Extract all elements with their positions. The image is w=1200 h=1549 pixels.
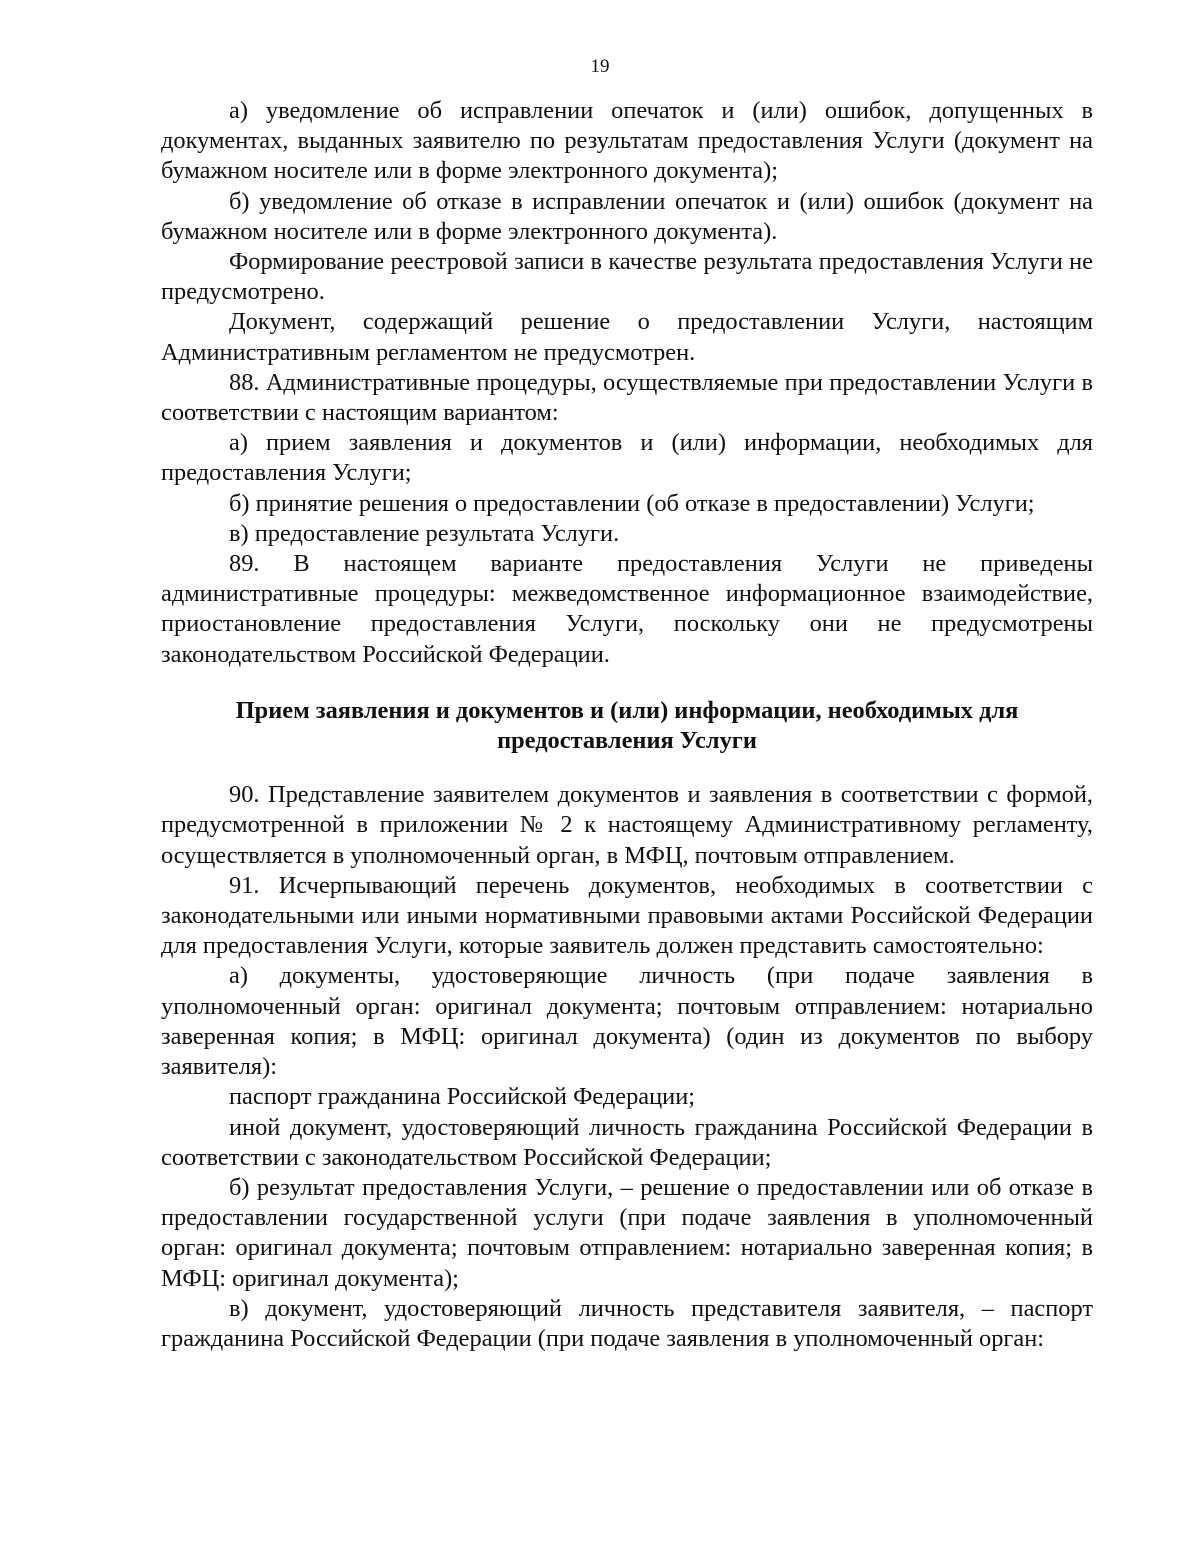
paragraph-88: 88. Административные процедуры, осуществляемые при предоставлении Услуги в соответствии с настоящим вариантом: <box>161 368 1093 427</box>
page-number: 19 <box>590 56 610 77</box>
paragraph-passport: паспорт гражданина Российской Федерации; <box>229 1083 696 1111</box>
paragraph-91: 91. Исчерпывающий перечень документов, необходимых в соответствии с законодательными или иными нормативными правовыми актами Российской Федерации для предоставления Услуги, которые заявитель должен представить самостоятельно: <box>161 871 1093 960</box>
paragraph-notice-correction: а) уведомление об исправлении опечаток и (или) ошибок, допущенных в документах, выданных заявителю по результатам предоставления Услуги (документ на бумажном носителе или в форме электронного документа); <box>161 97 1093 185</box>
paragraph-decision-document: Документ, содержащий решение о предоставлении Услуги, настоящим Административным регламентом не предусмотрен. <box>161 308 1093 366</box>
paragraph-other-document: иной документ, удостоверяющий личность гражданина Российской Федерации в соответствии с законодательством Российской Федерации; <box>161 1113 1093 1171</box>
section-heading: Прием заявления и документов и (или) информации, необходимых для предоставления Услуги <box>235 696 1019 755</box>
paragraph-91-b: б) результат предоставления Услуги, – решение о предоставлении или об отказе в предоставлении государственной услуги (при подаче заявления в уполномоченный орган: оригинал документа; почтовым отправлением: нотариально заверенная копия; в МФЦ: оригинал документа); <box>161 1173 1093 1292</box>
paragraph-88-a: а) прием заявления и документов и (или) информации, необходимых для предоставления Услуги; <box>161 429 1093 487</box>
paragraph-88-c: в) предоставление результата Услуги. <box>229 519 620 547</box>
paragraph-91-c: в) документ, удостоверяющий личность представителя заявителя, – паспорт гражданина Российской Федерации (при подаче заявления в уполномоченный орган: <box>161 1294 1093 1352</box>
paragraph-registry-record: Формирование реестровой записи в качестве результата предоставления Услуги не предусмотрено. <box>161 248 1093 306</box>
paragraph-90: 90. Представление заявителем документов и заявления в соответствии с формой, предусмотренной в приложении № 2 к настоящему Административному регламенту, осуществляется в уполномоченный орган, в МФЦ, почтовым отправлением. <box>161 781 1093 869</box>
paragraph-89: 89. В настоящем варианте предоставления Услуги не приведены административные процедуры: межведомственное информационное взаимодействие, приостановление предоставления Услуги, поскольку они не предусмотрены законодательством Российской Федерации. <box>161 550 1093 668</box>
paragraph-88-b: б) принятие решения о предоставлении (об отказе в предоставлении) Услуги; <box>229 489 1035 517</box>
paragraph-notice-refusal: б) уведомление об отказе в исправлении опечаток и (или) ошибок (документ на бумажном носителе или в форме электронного документа). <box>161 187 1093 245</box>
paragraph-91-a: а) документы, удостоверяющие личность (при подаче заявления в уполномоченный орган: оригинал документа; почтовым отправлением: нотариально заверенная копия; в МФЦ: оригинал документа) (один из документов по выбору заявителя): <box>161 962 1093 1081</box>
document-body <box>161 96 1093 1354</box>
